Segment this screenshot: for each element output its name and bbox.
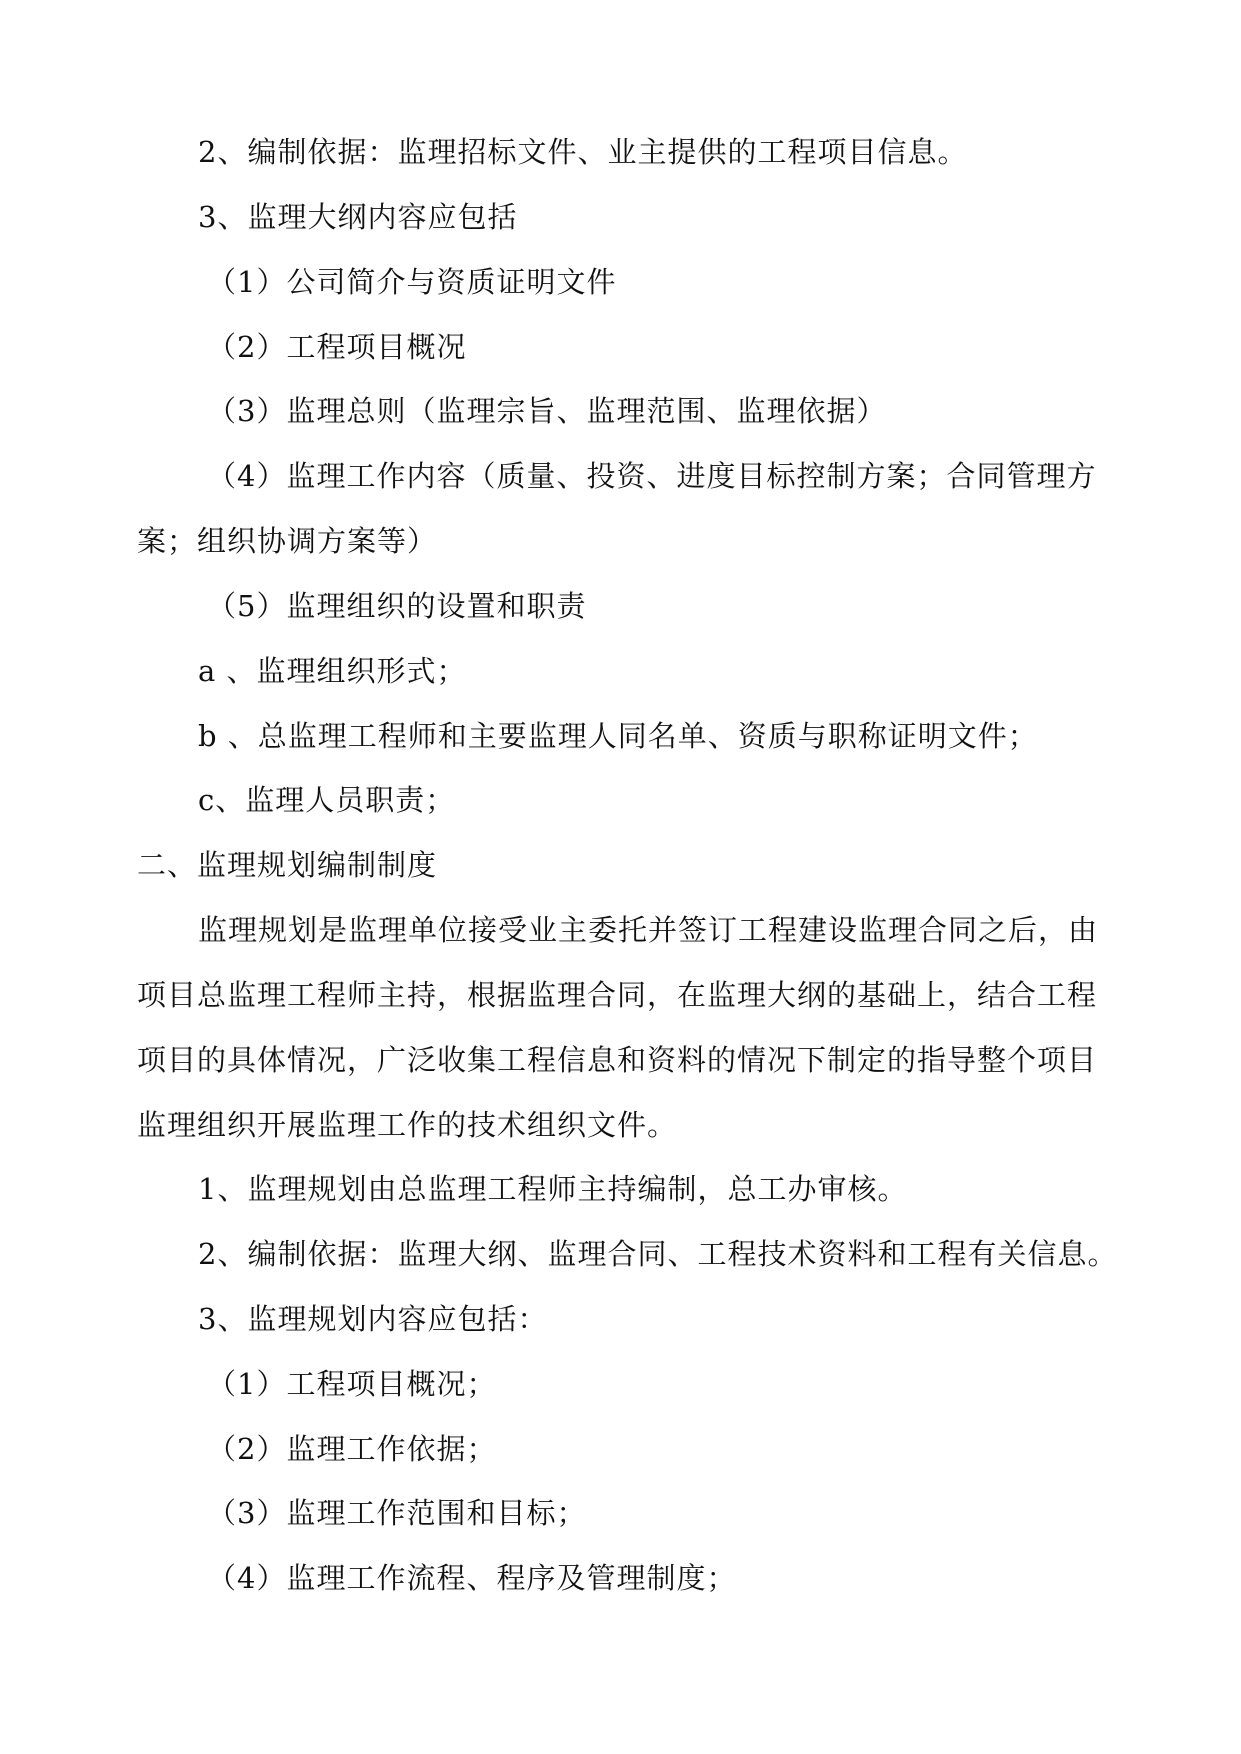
text-line: （4）监理工作内容（质量、投资、进度目标控制方案；合同管理方 bbox=[207, 459, 1097, 493]
text-line: 2、编制依据：监理大纲、监理合同、工程技术资料和工程有关信息。 bbox=[198, 1237, 1118, 1271]
text-line: （4）监理工作流程、程序及管理制度； bbox=[207, 1561, 737, 1595]
text-line: （3）监理工作范围和目标； bbox=[207, 1496, 587, 1530]
text-line: 1、监理规划由总监理工程师主持编制，总工办审核。 bbox=[198, 1172, 908, 1206]
text-line: 项目总监理工程师主持，根据监理合同，在监理大纲的基础上，结合工程 bbox=[137, 978, 1098, 1012]
text-line: 2、编制依据：监理招标文件、业主提供的工程项目信息。 bbox=[198, 135, 968, 169]
text-line: （1）工程项目概况； bbox=[207, 1367, 497, 1401]
text-line: c、监理人员职责； bbox=[198, 783, 456, 817]
text-line: 3、监理规划内容应包括： bbox=[198, 1302, 548, 1336]
text-line: （2）监理工作依据； bbox=[207, 1432, 497, 1466]
text-line: a 、监理组织形式； bbox=[198, 654, 467, 688]
text-line: 监理组织开展监理工作的技术组织文件。 bbox=[137, 1108, 678, 1142]
text-line: 案；组织协调方案等） bbox=[137, 524, 438, 558]
text-line: （3）监理总则（监理宗旨、监理范围、监理依据） bbox=[207, 394, 887, 428]
text-line: （2）工程项目概况 bbox=[207, 330, 467, 364]
text-line: （5）监理组织的设置和职责 bbox=[207, 589, 587, 623]
text-line: 3、监理大纲内容应包括 bbox=[198, 200, 518, 234]
text-line: （1）公司简介与资质证明文件 bbox=[207, 265, 617, 299]
text-line: 监理规划是监理单位接受业主委托并签订工程建设监理合同之后，由 bbox=[198, 913, 1099, 947]
section-heading: 二、监理规划编制制度 bbox=[137, 848, 438, 882]
text-line: b 、总监理工程师和主要监理人同名单、资质与职称证明文件； bbox=[198, 719, 1038, 753]
text-line: 项目的具体情况，广泛收集工程信息和资料的情况下制定的指导整个项目 bbox=[137, 1043, 1098, 1077]
